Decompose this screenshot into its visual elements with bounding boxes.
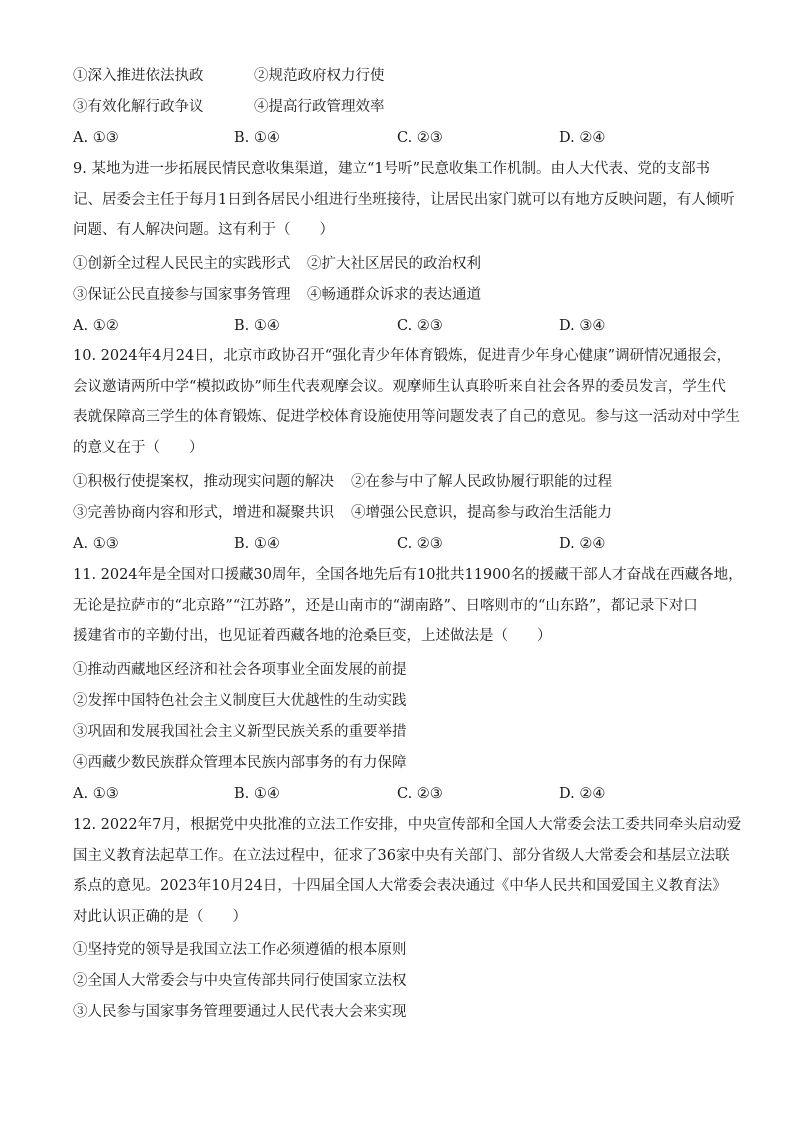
q12-stem-line: 系点的意见。2023年10月24日，十四届全国人大常委会表决通过《中华人民共和国爱国主义教育法》 [73, 878, 727, 895]
q10-stem-line: 的意义在于（ ） [73, 440, 204, 457]
q12-option-3-row [73, 1002, 723, 1022]
q8-choice-c: C. ②③ [397, 130, 443, 146]
q9-options-row-1 [73, 254, 723, 274]
q10-stem-line: 会议邀请两所中学“模拟政协”师生代表观摩会议。观摩师生认真聆听来自社会各界的委员发言，学生代 [73, 378, 726, 395]
q10-stem-line: 10. 2024年4月24日，北京市政协召开“强化青少年体育锻炼，促进青少年身心健康”调研情况通报会， [73, 348, 732, 364]
q9-options-row-2 [73, 285, 723, 305]
q11-option-2: ②发挥中国特色社会主义制度巨大优越性的生动实践 [73, 693, 407, 709]
q9-option-2: ②扩大社区居民的政治权利 [307, 256, 481, 272]
q12-option-3: ③人民参与国家事务管理要通过人民代表大会来实现 [73, 1004, 407, 1020]
q11-choice-d: D. ②④ [559, 786, 606, 802]
q10-choice-b: B. ①④ [234, 536, 280, 552]
q8-choices [73, 128, 723, 148]
q11-option-1: ①推动西藏地区经济和社会各项事业全面发展的前提 [73, 662, 407, 678]
q9-stem-line: 问题、有人解决问题。这有利于（ ） [73, 222, 334, 239]
q10-option-1: ①积极行使提案权，推动现实问题的解决 [73, 474, 334, 490]
q8-options-row-2 [73, 97, 723, 117]
q9-choice-a: A. ①② [73, 318, 119, 334]
q8-option-4: ④提高行政管理效率 [254, 99, 385, 115]
q8-option-3: ③有效化解行政争议 [73, 99, 204, 115]
q9-option-1: ①创新全过程人民民主的实践形式 [73, 256, 291, 272]
q8-choice-b: B. ①④ [234, 130, 280, 146]
q12-stem-line: 国主义教育法起草工作。在立法过程中，征求了36家中央有关部门、部分省级人大常委会和基层立法联 [73, 847, 730, 864]
q11-choice-c: C. ②③ [397, 786, 443, 802]
q12-option-2-row [73, 971, 723, 991]
q8-choice-d: D. ②④ [559, 130, 606, 146]
q8-option-1: ①深入推进依法执政 [73, 68, 204, 84]
q11-option-4: ④西藏少数民族群众管理本民族内部事务的有力保障 [73, 755, 407, 771]
q8-options-row-1 [73, 66, 723, 86]
q11-choice-a: A. ①③ [73, 786, 119, 802]
q11-stem-line: 无论是拉萨市的“北京路”“江苏路”，还是山南市的“湖南路”、日喀则市的“山东路”，都记录下对口 [73, 597, 698, 614]
q11-option-3: ③巩固和发展我国社会主义新型民族关系的重要举措 [73, 724, 407, 740]
q12-stem-line: 对此认识正确的是（ ） [73, 909, 247, 926]
q10-options-row-1 [73, 472, 723, 492]
q12-stem-line: 12. 2022年7月，根据党中央批准的立法工作安排，中央宣传部和全国人大常委会法工委共同牵头启动爱 [73, 817, 742, 833]
q12-option-1-row [73, 940, 723, 960]
q9-choice-c: C. ②③ [397, 318, 443, 334]
q11-stem-line: 援建省市的辛勤付出，也见证着西藏各地的沧桑巨变，上述做法是（ ） [73, 628, 552, 645]
q9-choice-b: B. ①④ [234, 318, 280, 334]
q10-options-row-2 [73, 503, 723, 523]
q12-option-1: ①坚持党的领导是我国立法工作必须遵循的根本原则 [73, 942, 407, 958]
q11-option-1-row [73, 660, 723, 680]
q12-option-2: ②全国人大常委会与中央宣传部共同行使国家立法权 [73, 973, 407, 989]
q8-option-2: ②规范政府权力行使 [254, 68, 385, 84]
q10-choice-a: A. ①③ [73, 536, 119, 552]
q10-stem [73, 341, 740, 464]
q11-option-3-row [73, 722, 723, 742]
q11-choices [73, 784, 723, 804]
q10-stem-line: 表就保障高三学生的体育锻炼、促进学校体育设施使用等问题发表了自己的意见。参与这一活动对中学生 [73, 409, 740, 426]
q10-option-4: ④增强公民意识，提高参与政治生活能力 [351, 505, 612, 521]
q9-choices [73, 316, 723, 336]
q11-stem-line: 11. 2024年是全国对口援藏30周年，全国各地先后有10批共11900名的援藏干部人才奋战在西藏各地， [73, 567, 743, 583]
q8-choice-a: A. ①③ [73, 130, 119, 146]
q11-option-2-row [73, 691, 723, 711]
q12-stem [73, 810, 742, 933]
q10-choice-c: C. ②③ [397, 536, 443, 552]
q10-choice-d: D. ②④ [559, 536, 606, 552]
q9-stem-line: 9. 某地为进一步拓展民情民意收集渠道，建立“1号听”民意收集工作机制。由人大代表、党的支部书 [73, 161, 710, 177]
q10-option-3: ③完善协商内容和形式，增进和凝聚共识 [73, 505, 334, 521]
q11-option-4-row [73, 753, 723, 773]
q9-option-3: ③保证公民直接参与国家事务管理 [73, 287, 291, 303]
q9-stem-line: 记、居委会主任于每月1日到各居民小组进行坐班接待，让居民出家门就可以有地方反映问题，有人倾听 [73, 191, 735, 208]
q11-stem [73, 560, 743, 652]
q11-choice-b: B. ①④ [234, 786, 280, 802]
q9-stem [73, 154, 735, 246]
q9-option-4: ④畅通群众诉求的表达通道 [307, 287, 481, 303]
q9-choice-d: D. ③④ [559, 318, 606, 334]
q10-choices [73, 534, 723, 554]
q10-option-2: ②在参与中了解人民政协履行职能的过程 [351, 474, 612, 490]
